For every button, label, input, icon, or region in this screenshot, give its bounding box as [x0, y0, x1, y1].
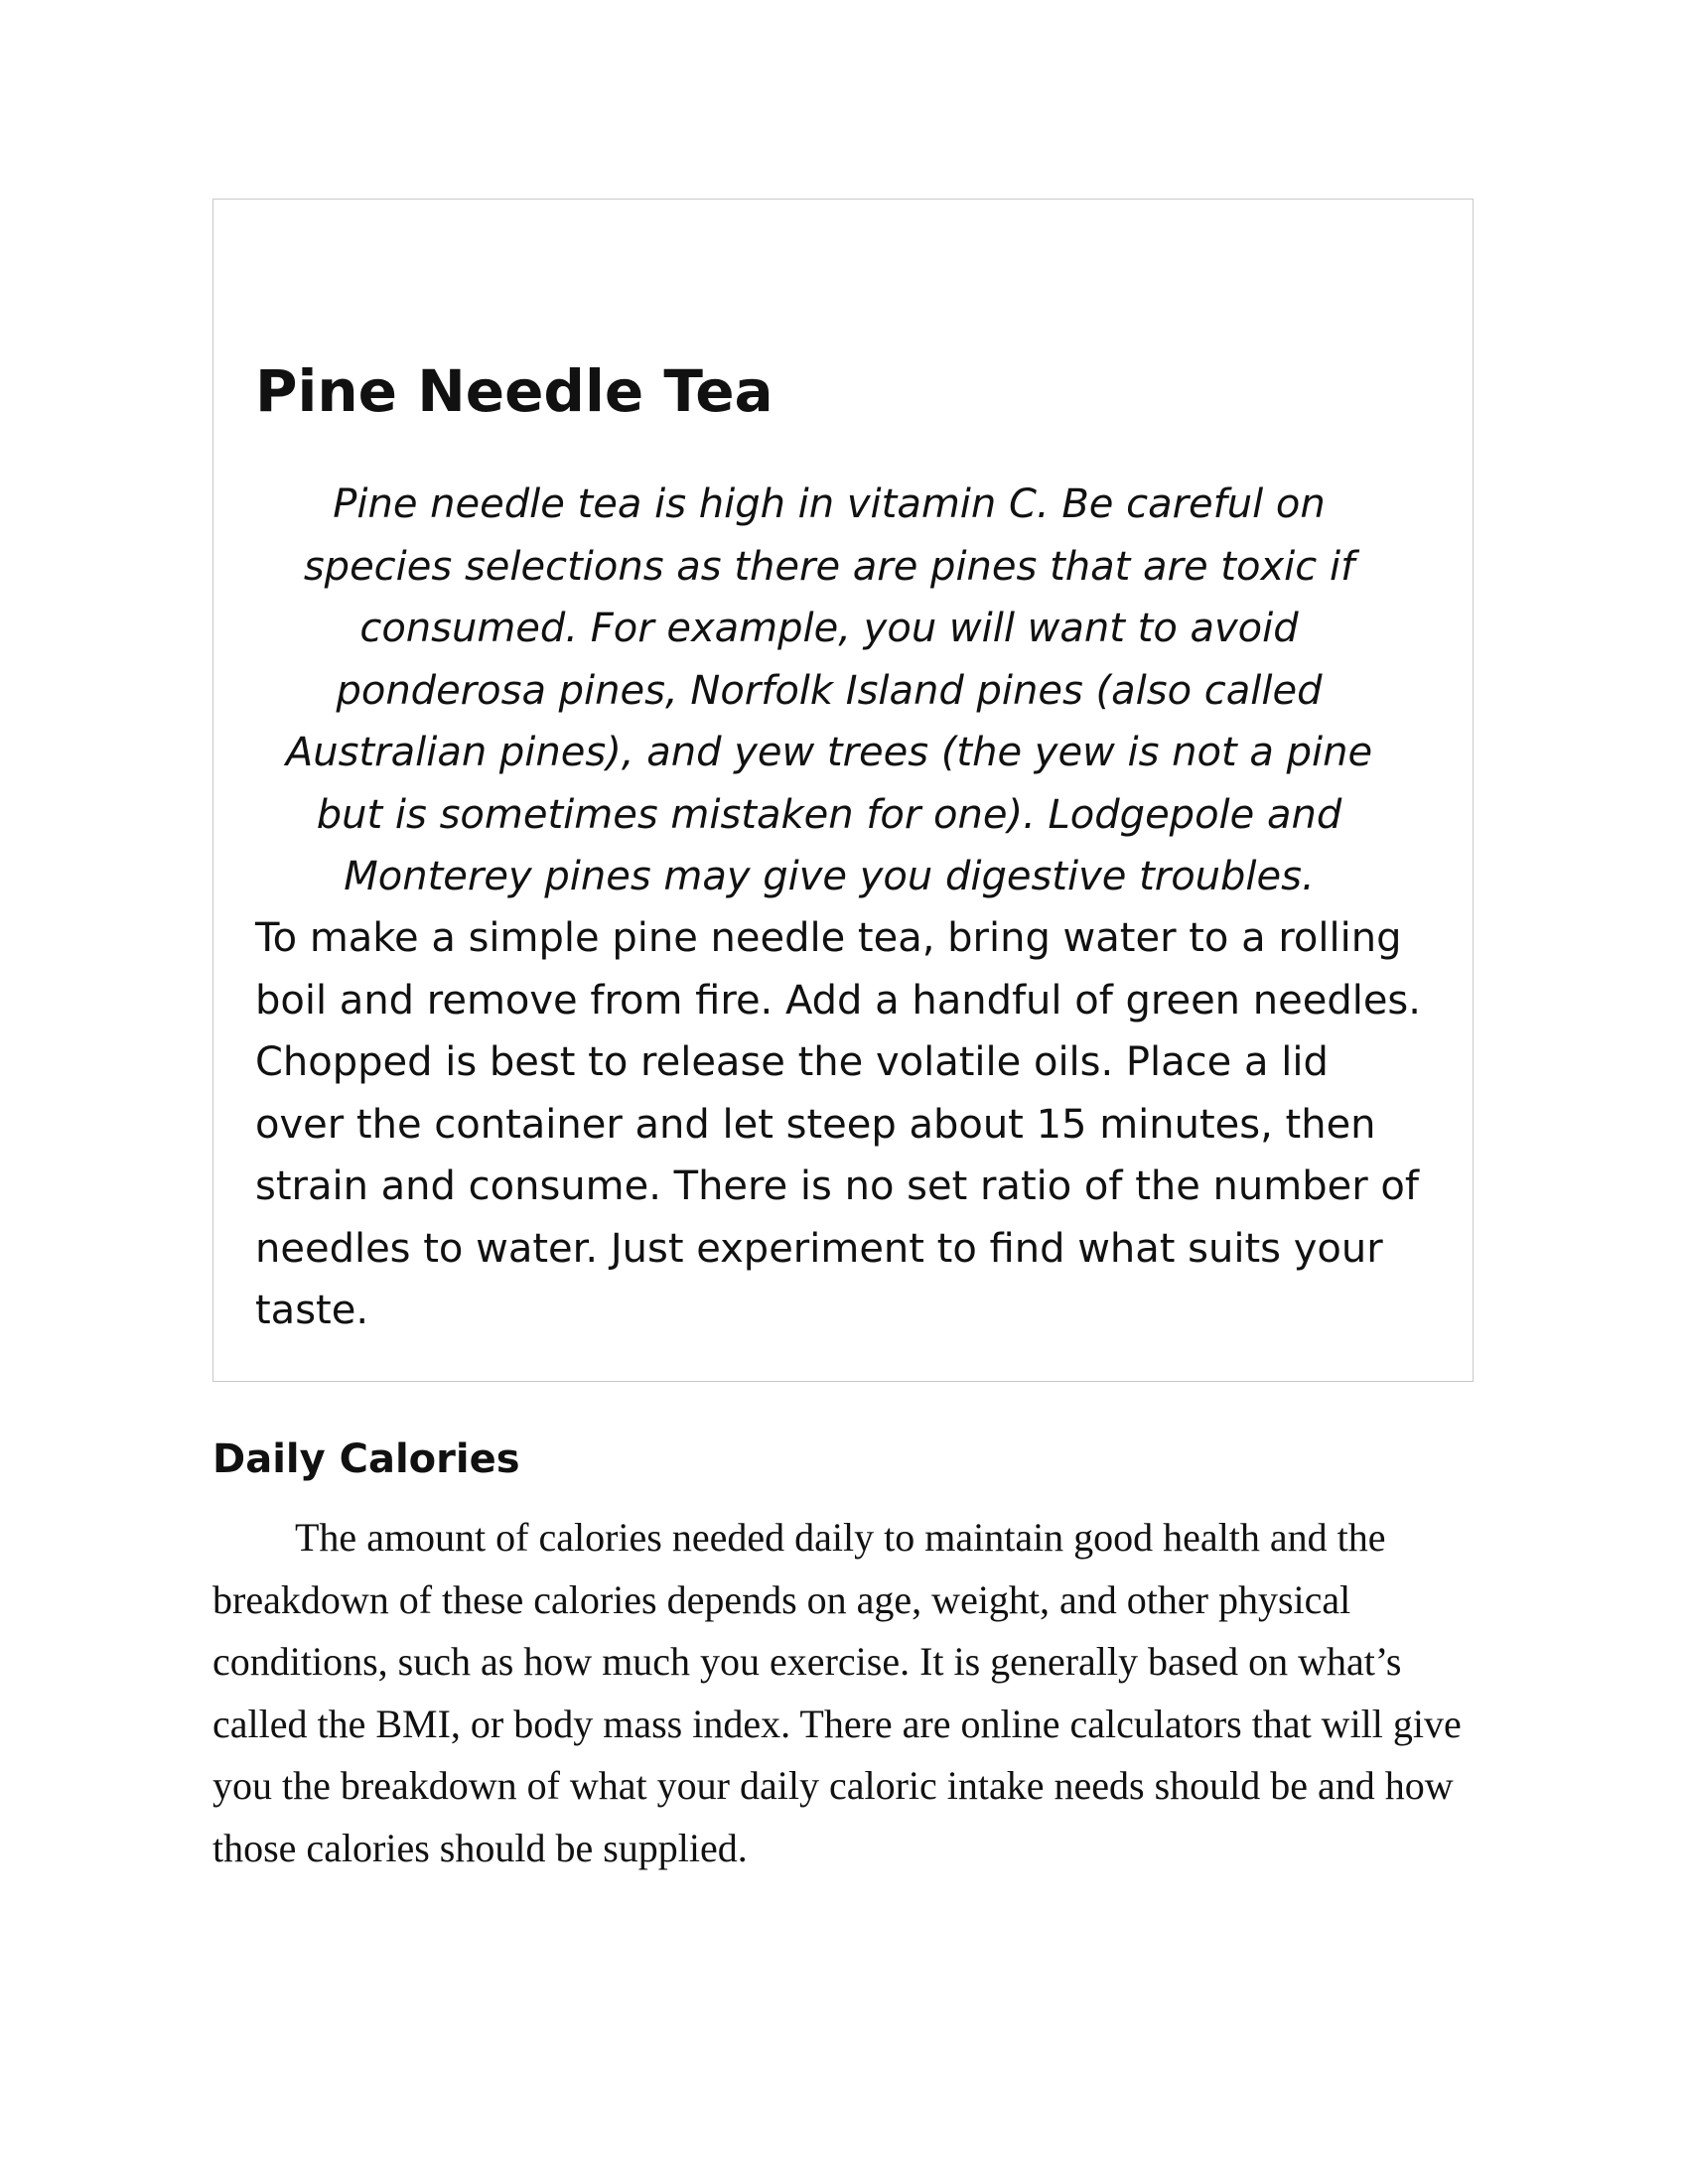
box-intro-paragraph: Pine needle tea is high in vitamin C. Be careful on species selections as there are pines that are toxic if consumed. For example, you will want to avoid ponderosa pines, Norfolk Island pines (also called Australian pines), and yew trees (the yew is not a pine but is sometimes mistaken for one). Lodgepole and Monterey pines may give you digestive troubles. — [285, 481, 1373, 899]
box-title: Pine Needle Tea — [255, 357, 774, 425]
box-body-paragraph: To make a simple pine needle tea, bring water to a rolling boil and remove from fire. Add a handful of green needles. Chopped is best to release the volatile oils. Place a lid over the container and let steep about 15 minutes, then strain and consume. There is no set ratio of the number of needles to water. Just experiment to find what suits your taste. — [255, 915, 1421, 1333]
section-body-paragraph: The amount of calories needed daily to maintain good health and the breakdown of these calories depends on age, weight, and other physical conditions, such as how much you exercise. It is generally based on what’s called the BMI, or body mass index. There are online calculators that will give you the breakdown of what your daily caloric intake needs should be and how those calories should be supplied. — [212, 1515, 1462, 1870]
section-heading: Daily Calories — [212, 1436, 520, 1482]
pine-needle-tea-box — [212, 199, 1474, 1382]
